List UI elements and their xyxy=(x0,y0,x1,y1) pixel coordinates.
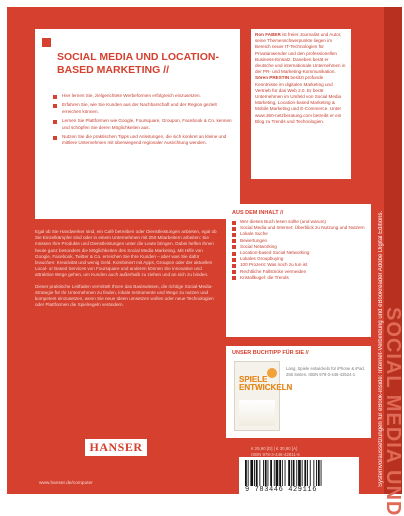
contents-item: Location-based Social Networking xyxy=(232,250,370,256)
contents-item: Bewertungen xyxy=(232,238,370,244)
contents-title: AUS DEM INHALT // xyxy=(232,210,284,216)
promo-title: SOCIAL MEDIA UND LOCATION-BASED MARKETING // xyxy=(57,51,219,76)
recommended-book-cover xyxy=(234,361,293,431)
blurb-paragraph: Egal ob Sie Handwerker sind, ein Café betreiben oder Dienstleistungen anbieten, egal ob Sie Einzelkämpfer sind oder in einem Unternehmen mit 250 Mitarbeitern arbeiten: Sie müssen Ihre Produkte und Dienstleistungen unter die Leute bringen. Dabei helfen Ihnen heute ganz besonders die Möglichkeiten des Social Media Marketing. Mit Hilfe von Google, Facebook, Twitter & Co. erreichen Sie Ihre Kunden – aber was Sie dafür brauchen: Kreativität und wenig Geld. Kombiniert mit Apps, Groupon oder der aktuellen Local- or Based Services von Foursquare und anderen können Sie innovative und attraktive Wege gehen, um Kunden auch außerhalb zu ziehen und an sich zu binden. xyxy=(35,229,217,278)
price-line: € 29,90 [D] | € 30,80 [A] xyxy=(251,446,298,451)
author1-bio: ist freier Journalist und Autor, seine Themenschwerpunkte liegen im Bereich neuer IT-Technologien für Privatanwender und den professionellen Business-Einsatz. Daneben berät er deutsche und internationale Unternehmen in der PR- und Marketing-Kommunikation. xyxy=(255,32,346,75)
contents-item: 100 Prozent: Was noch zu tun ist xyxy=(232,262,370,268)
book-tip-box xyxy=(226,346,371,438)
author1-name: Ron FABER xyxy=(255,32,281,37)
barcode-bars xyxy=(245,460,353,486)
recommended-book-illustration xyxy=(239,400,275,426)
contents-box xyxy=(226,204,371,337)
price-block xyxy=(251,446,331,457)
promo-square-marker xyxy=(42,38,51,47)
isbn-line: ISBN 978-3-446-42911-6 xyxy=(251,451,300,457)
contents-item: Lokale Suche xyxy=(232,231,370,237)
book-back-cover xyxy=(7,7,387,494)
publisher-logo: HANSER xyxy=(85,439,147,456)
contents-item: Social Networking xyxy=(232,244,370,250)
blurb-paragraph: Dieser praktische Leitfaden vermittelt Ihnen das Basiswissen, die richtige Social-Media-Strategie für Ihr Unternehmen zu finden, lokale Instrumente und Wege zu nutzen und kompetent einzusetzen, wenn Sie neue Ideen umsetzen wollen oder neue Technologien oder Plattformen die Spielregeln verändern. xyxy=(35,283,214,308)
promo-bullet-list xyxy=(53,93,233,150)
publisher-website: www.hanser.de/computer xyxy=(39,481,93,486)
promo-bullet: Nutzen Sie die praktischen Tipps und Anleitungen, die sich konkret an kleine und mittlere Unternehmen mit überwiegend regionaler Ausrichtung wenden. xyxy=(53,134,233,147)
contents-item: Social Media und Internet: Überblick zu Nutzung und Nutzern xyxy=(232,225,370,231)
promo-bullet: Lernen Sie Plattformen wie Google, Foursquare, Groupon, Facebook & Co. kennen und schöpfen Sie deren Möglichkeiten aus. xyxy=(53,118,233,131)
contents-item: Rechtliche Fallstricke vermeiden xyxy=(232,269,370,275)
recommended-book-title xyxy=(239,376,292,392)
contents-item: Lokales Groupbuying xyxy=(232,256,370,262)
isbn-barcode xyxy=(239,457,359,495)
recommended-book-title-line1: SPIELE xyxy=(239,375,268,384)
blurb-text xyxy=(35,229,218,313)
system-requirements-strip: Systemvoraussetzungen für eBook-inside: Internet-Verbindung und eBookreader Adobe Digital Editions. xyxy=(378,210,384,487)
spine-title: SOCIAL MEDIA UND xyxy=(382,307,404,516)
author-bio-box xyxy=(251,29,351,179)
promo-bullet: Erfahren Sie, wie Sie Kunden aus der Nachbarschaft und der Region gezielt erreichen können. xyxy=(53,102,233,115)
book-tip-title: UNSER BUCHTIPP FÜR SIE // xyxy=(232,350,309,356)
recommended-book-title-line2: ENTWICKELN xyxy=(239,383,293,392)
contents-list xyxy=(232,219,370,281)
promo-bullet: Hier lernen Sie, zielgerichtete Werbeformen erfolgreich einzusetzen. xyxy=(53,93,233,99)
author2-bio: besitzt profunde Kenntnisse im digitalen Marketing und Vertrieb für das Web 2.0. Er berät Unternehmen im Umfeld von Social Media Marketing, Location-based Marketing & Mobile Marketing und E-Commerce. Unter www.360-netzberatung.com betreibt er ein Blog zu Trends und Technologien. xyxy=(255,75,342,124)
author2-name: Sören PRESTIN xyxy=(255,75,290,81)
barcode-digits: 9 783446 429116 xyxy=(245,486,318,494)
book-spine xyxy=(382,7,404,516)
book-tip-text: Lang, Spiele entwickeln für iPhone & iPad. 256 Seiten. ISBN 978-3-446-42524-1 xyxy=(286,366,365,377)
promo-box xyxy=(35,29,240,219)
contents-item: Wer dieses Buch lesen sollte (und warum) xyxy=(232,219,370,225)
contents-item: Kristallkugel: die Trends xyxy=(232,275,370,281)
